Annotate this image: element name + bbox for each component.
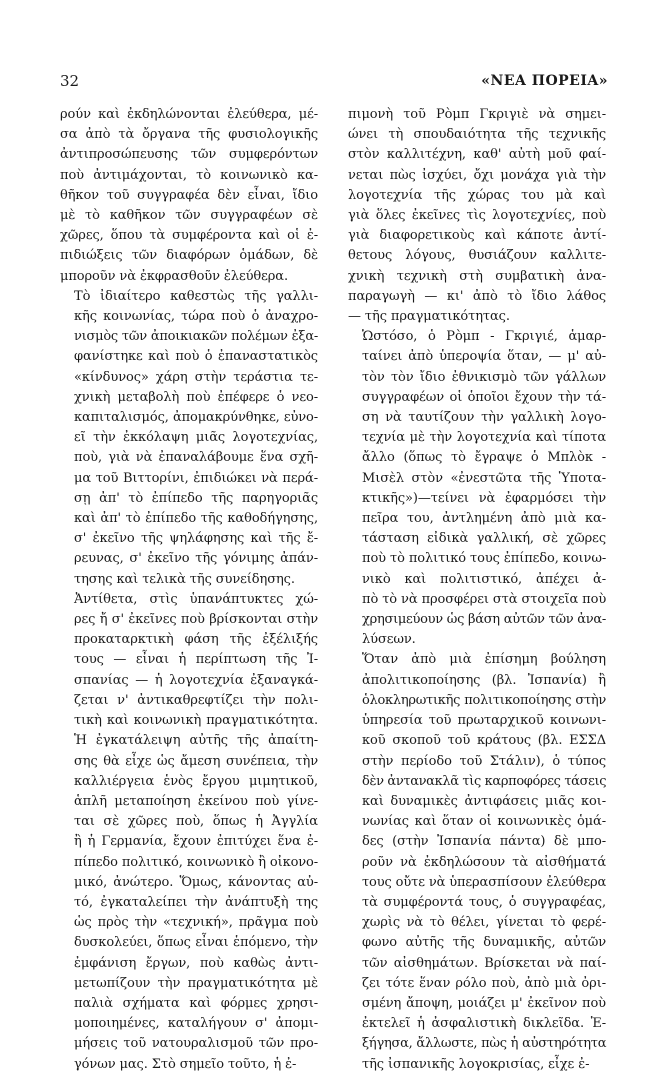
text-line: τό, ἐγκαταλείπει τὴν ἀνάπτυξὴ της [74, 894, 318, 910]
text-line: «κίνδυνος» χάρη στὴν τεράστια τε- [74, 369, 318, 385]
text-line: τάσταση εἰδικὰ γαλλική, σὲ χῶρες [362, 531, 606, 547]
text-line: μα τοῦ Βιττορίνι, ἐπιδιώκει νὰ περά- [74, 470, 318, 486]
text-line: γόνων μας. Στὸ σημεῖο τοῦτο, ἡ ἐ- [74, 1056, 297, 1072]
text-line: καπιταλισμός, ἀπομακρύνθηκε, εὐνο- [74, 410, 318, 426]
text-line: ση νὰ ταυτίζουν τὴν γαλλικὴ λογο- [362, 410, 606, 426]
text-line: σπανίας — ἡ λογοτεχνία ἐξαναγκά- [74, 672, 318, 688]
text-line: κοῦ σκοποῦ τοῦ κράτους (βλ. ΕΣΣΔ [362, 733, 606, 749]
text-line: πὸ τὸ νὰ προσφέρει στὰ στοιχεῖα ποὺ [362, 591, 607, 607]
paragraph [60, 287, 318, 590]
text-line: ἐκτελεῖ ἡ ἀσφαλιστικὴ δικλεῖδα. Ἐ- [362, 1016, 606, 1032]
text-line: Ἡ ἐγκατάλειψη αὐτῆς τῆς ἀπαίτη- [74, 733, 318, 749]
text-line: ρευνας, σ' ἐκεῖνο τῆς γόνιμης ἀπάν- [74, 551, 318, 567]
text-line: ξήγησα, ἄλλωστε, πὼς ἡ αὐστηρότητα [362, 1036, 607, 1052]
right-text-column [348, 105, 606, 1075]
text-line: ποὺ, γιὰ νὰ ἐπαναλάβουμε ἕνα σχῆ- [74, 450, 318, 466]
paragraph [348, 105, 606, 327]
text-line: τῆς ἰσπανικῆς λογοκρισίας, εἶχε ἐ- [362, 1056, 590, 1072]
text-line: ἀντιπροσώπευσης τῶν συμφερόντων [60, 147, 318, 163]
text-line: σα ἀπὸ τὰ ὄργανα τῆς φυσιολογικῆς [60, 127, 318, 143]
text-line: νεται πὼς ἰσχύει, ὄχι μονάχα γιὰ τὴν [348, 167, 606, 183]
text-line: ζει τότε ἕναν ρόλο ποὺ, ἀπὸ μιὰ ὀρι- [362, 975, 606, 991]
text-line: σης θὰ εἶχε ὡς ἄμεση συνέπεια, τὴν [74, 753, 318, 769]
text-line: τὰ συμφέροντά τους, ὁ συγγραφέας, [362, 894, 606, 910]
text-line: ἢ ἡ Γερμανία, ἔχουν ἐπιτύχει ἕνα ἐ- [74, 834, 318, 850]
text-line: ροῦν νὰ ἐκδηλώσουν τὰ αἰσθήματά [362, 854, 606, 870]
text-line: παλιὰ σχήματα καὶ φόρμες χρησι- [74, 995, 318, 1011]
text-line: μικό, ἀνώτερο. Ὅμως, κάνοντας αὐ- [74, 874, 318, 890]
running-head: «ΝΕΑ ΠΟΡΕΙΑ» [481, 73, 608, 89]
text-line: τικὴ καὶ κοινωνικὴ πραγματικότητα. [74, 713, 318, 729]
text-line: εῖ τὴν ἐκκόλαψη μιᾶς λογοτεχνίας, [74, 430, 318, 446]
text-line: προκαταρκτικὴ φάση τῆς ἐξέλιξής [74, 632, 318, 648]
text-line: δὲν ἀντανακλᾶ τὶς καρποφόρες τάσεις [362, 773, 607, 789]
text-line: νικὸ καὶ πολιτιστικό, ἀπέχει ἀ- [362, 571, 606, 587]
text-line: στὸν καλλιτέχνη, καθ' αὐτὴ μοῦ φαί- [348, 147, 606, 163]
text-line: — τῆς πραγματικότητας. [348, 309, 510, 325]
text-line: τὸν τὸν ἴδιο ἐθνικισμὸ τῶν γάλλων [362, 369, 606, 385]
text-line: ρες ἤ σ' ἐκεῖνες ποὺ βρίσκονται στὴν [74, 612, 318, 628]
text-line: Ὡστόσο, ὁ Ρὸμπ - Γκριγιέ, ἁμαρ- [362, 329, 606, 345]
paragraph [60, 590, 318, 1075]
text-line: γιὰ ὅλες ἐκεῖνες τὶς λογοτεχνίες, ποὺ [348, 208, 606, 224]
text-line: τεχνία μὲ τὴν λογοτεχνία καὶ τίποτα [362, 430, 606, 446]
text-line: χωρὶς νὰ τὸ θέλει, γίνεται τὸ φερέ- [362, 915, 606, 931]
text-line: μποροῦν νὰ ἐκφρασθοῦν ἐλεύθερα. [60, 268, 288, 284]
page-header [60, 70, 608, 92]
text-line: σ' ἐκεῖνο τῆς ψηλάφησης καὶ τῆς ἔ- [74, 531, 318, 547]
text-line: ποὺ τὸ πολιτικό τους ἐπίπεδο, κοινω- [362, 551, 607, 567]
text-line: θετους λόγους, θυσιάζουν καλλιτε- [348, 248, 606, 264]
text-line: παραγωγὴ — κι' ἀπὸ τὸ ἴδιο λάθος [348, 288, 606, 304]
text-line: ἐμφάνιση ἔργων, ποὺ καθὼς ἀντι- [74, 955, 318, 971]
text-line: μήσεις τοῦ νατουραλισμοῦ τῶν προ- [74, 1036, 318, 1052]
text-line: γιὰ διαφορετικοὺς καὶ κάποτε ἀντί- [348, 228, 606, 244]
text-line: ἀπολιτικοποίησης (βλ. Ἰσπανία) ἢ [362, 672, 606, 688]
text-line: τους — εἶναι ἡ περίπτωση τῆς Ἰ- [74, 652, 318, 668]
text-line: τῶν αἰσθημάτων. Βρίσκεται νὰ παί- [362, 955, 606, 971]
text-line: Μισὲλ στὸν «ἐνεστῶτα τῆς Ὑποτα- [362, 470, 606, 486]
text-line: πιδιώξεις τῶν διαφόρων ὁμάδων, δὲ [60, 248, 318, 264]
page-number: 32 [60, 72, 80, 90]
text-line: ταίνει ἀπὸ ὑπεροψία ὅταν, — μ' αὐ- [362, 349, 606, 365]
text-line: χνικὴ τεχνικὴ στὴ συμβατικὴ ἀνα- [348, 268, 606, 284]
paragraph [348, 327, 606, 650]
text-line: ἁπλῆ μεταποίηση ἐκείνου ποὺ γίνε- [74, 793, 318, 809]
paragraph [60, 105, 318, 287]
text-line: φανίστηκε καὶ ποὺ ὁ ἐπαναστατικὸς [74, 349, 318, 365]
text-line: τησης καὶ τελικὰ τῆς συνείδησης. [74, 571, 295, 587]
text-line: θῆκον τοῦ συγγραφέα δὲν εἶναι, ἴδιο [60, 187, 318, 203]
paragraph [348, 650, 606, 1074]
text-line: ἄλλο (ὅπως τὸ ἔγραψε ὁ Μπλὸκ - [362, 450, 606, 466]
text-line: καὶ δυναμικὲς ἀντιφάσεις μιᾶς κοι- [362, 793, 606, 809]
text-line: ὁλοκληρωτικῆς πολιτικοποίησης στὴν [362, 692, 606, 708]
text-line: ζεται ν' ἀντικαθρεφτίζει τὴν πολι- [74, 692, 318, 708]
text-line: κῆς κοινωνίας, τώρα ποὺ ὁ ἀναχρο- [74, 309, 318, 325]
text-line: ώνει τὴ σπουδαιότητα τῆς τεχνικῆς [348, 127, 606, 143]
text-line: πεῖρα του, ἀντλημένη ἀπὸ μιὰ κα- [362, 511, 606, 527]
text-line: κτικῆς»)—τείνει νὰ ἐφαρμόσει τὴν [362, 490, 606, 506]
text-line: Τὸ ἰδιαίτερο καθεστὼς τῆς γαλλι- [74, 288, 318, 304]
text-line: φωνο αὐτῆς τῆς δυναμικῆς, αὐτῶν [362, 935, 606, 951]
text-line: συγγραφέων οἱ ὁποῖοι ἔχουν τὴν τά- [362, 389, 606, 405]
text-line: ται σὲ χῶρες ποὺ, ὅπως ἡ Ἀγγλία [74, 814, 318, 830]
text-line: σμένη ἄποψη, μοιάζει μ' ἐκεῖνον ποὺ [362, 995, 606, 1011]
text-line: ποὺ ἀντιμάχονται, τὸ κοινωνικὸ κα- [60, 167, 318, 183]
text-line: καὶ ἀπ' τὸ ἐπίπεδο τῆς καθοδήγησης, [74, 511, 318, 527]
text-line: χνικὴ μεταβολὴ ποὺ ἐπέφερε ὁ νεο- [74, 389, 318, 405]
text-line: χρησιμεύουν ὡς βάση αὐτῶν τῶν ἀνα- [362, 612, 606, 628]
text-line: δυσκολεύει, ὅπως εἶναι ἑπόμενο, τὴν [74, 935, 318, 951]
text-line: μὲ τὸ καθῆκον τῶν συγγραφέων σὲ [60, 208, 318, 224]
text-line: λύσεων. [362, 632, 416, 648]
text-line: ρούν καὶ ἐκδηλώνονται ἐλεύθερα, μέ- [60, 107, 318, 122]
text-line: χῶρες, ὅπου τὰ συμφέροντα καὶ οἱ ἐ- [60, 228, 318, 244]
text-line: στὴν περίοδο τοῦ Στάλιν), ὁ τύπος [362, 753, 606, 769]
text-line: μετωπίζουν τὴν πραγματικότητα μὲ [74, 975, 318, 991]
text-line: πίπεδο πολιτικό, κοινωνικὸ ἢ οἰκονο- [74, 854, 318, 870]
text-line: Ἀντίθετα, στὶς ὑπανάπτυκτες χώ- [74, 591, 318, 607]
text-line: πιμονὴ τοῦ Ρὸμπ Γκριγιὲ νὰ σημει- [348, 107, 606, 122]
text-line: ὡς πρὸς τὴν «τεχνική», πρᾶγμα ποὺ [74, 915, 318, 931]
text-line: νισμὸς τῶν ἀποικιακῶν πολέμων ἐξα- [74, 329, 318, 345]
left-text-column [60, 105, 318, 1075]
text-line: σῃ ἀπ' τὸ ἐπίπεδο τῆς παρηγοριᾶς [74, 490, 318, 506]
text-line: λογοτεχνία τῆς χώρας του μὰ καὶ [348, 187, 606, 203]
text-line: καλλιέργεια ἑνὸς ἔργου μιμητικοῦ, [74, 773, 318, 789]
text-line: ὑπηρεσία τοῦ πρωταρχικοῦ κοινωνι- [362, 713, 606, 729]
text-line: νωνίας καὶ ὅταν οἱ κοινωνικὲς ὁμά- [362, 814, 606, 830]
text-line: Ὅταν ἀπὸ μιὰ ἐπίσημη βούληση [362, 652, 606, 668]
text-line: μοποιημένες, καταλήγουν σ' ἀπομι- [74, 1016, 318, 1032]
text-line: τους οὔτε νὰ ὑπερασπίσουν ἐλεύθερα [362, 874, 607, 890]
text-line: δες (στὴν Ἰσπανία πάντα) δὲ μπο- [362, 834, 606, 850]
